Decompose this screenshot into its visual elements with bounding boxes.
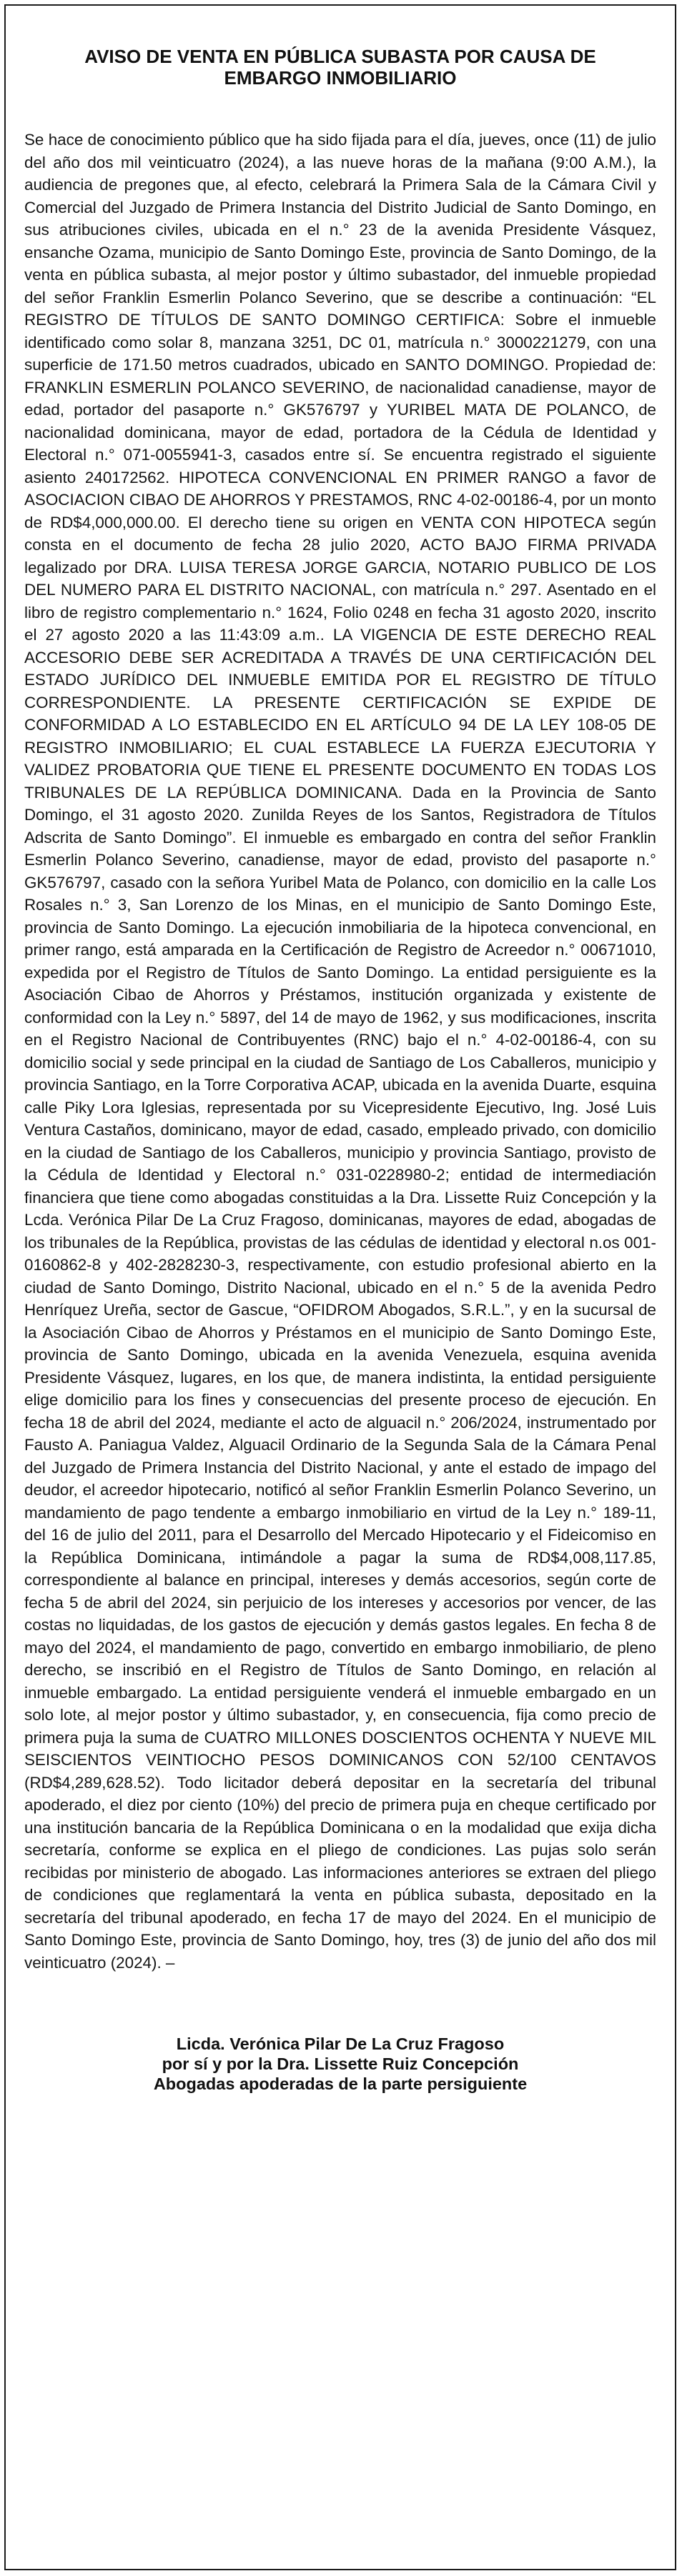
notice-title: AVISO DE VENTA EN PÚBLICA SUBASTA POR CAUSA DE EMBARGO INMOBILIARIO bbox=[84, 46, 596, 89]
legal-notice bbox=[4, 4, 676, 2570]
signature-role: Abogadas apoderadas de la parte persiguiente bbox=[153, 2075, 528, 2093]
signature-block bbox=[49, 2034, 632, 2094]
signature-name: Licda. Verónica Pilar De La Cruz Fragoso bbox=[176, 2035, 505, 2053]
signature-cosigner: por sí y por la Dra. Lissette Ruiz Concepción bbox=[162, 2055, 519, 2073]
notice-body: Se hace de conocimiento público que ha sido fijada para el día, jueves, once (11) de julio del año dos mil veinticuatro (2024), a las nueve horas de la mañana (9:00 A.M.), la audiencia de pregones que, al efecto, celebrará la Primera Sala de la Cámara Civil y Comercial del Juzgado de Primera Instancia del Distrito Judicial de Santo Domingo, en sus atribuciones civiles, ubicada en el n.° 23 de la avenida Presidente Vásquez, ensanche Ozama, municipio de Santo Domingo Este, provincia de Santo Domingo, de la venta en pública subasta, al mejor postor y último subastador, del inmueble propiedad del señor Franklin Esmerlin Polanco Severino, que se describe a continuación: “EL REGISTRO DE TÍTULOS DE SANTO DOMINGO CERTIFICA: Sobre el inmueble identificado como solar 8, manzana 3251, DC 01, matrícula n.° 3000221279, con una superficie de 171.50 metros cuadrados, ubicado en SANTO DOMINGO. Propiedad de: FRANKLIN ESMERLIN POLANCO SEVERINO, de nacionalidad canadiense, mayor de edad, portador del pasaporte n.° GK576797 y YURIBEL MATA DE POLANCO, de nacionalidad dominicana, mayor de edad, portadora de la Cédula de Identidad y Electoral n.° 071-0055941-3, casados entre sí. Se encuentra registrado el siguiente asiento 240172562. HIPOTECA CONVENCIONAL EN PRIMER RANGO a favor de ASOCIACION CIBAO DE AHORROS Y PRESTAMOS, RNC 4-02-00186-4, por un monto de RD$4,000,000.00. El derecho tiene su origen en VENTA CON HIPOTECA según consta en el documento de fecha 28 julio 2020, ACTO BAJO FIRMA PRIVADA legalizado por DRA. LUISA TERESA JORGE GARCIA, NOTARIO PUBLICO DE LOS DEL NUMERO PARA EL DISTRITO NACIONAL, con matrícula n.° 297. Asentado en el libro de registro complementario n.° 1624, Folio 0248 en fecha 31 agosto 2020, inscrito el 27 agosto 2020 a las 11:43:09 a.m.. LA VIGENCIA DE ESTE DERECHO REAL ACCESORIO DEBE SER ACREDITADA A TRAVÉS DE UNA CERTIFICACIÓN DEL ESTADO JURÍDICO DEL INMUEBLE EMITIDA POR EL REGISTRO DE TÍTULO CORRESPONDIENTE. LA PRESENTE CERTIFICACIÓN SE EXPIDE DE CONFORMIDAD A LO ESTABLECIDO EN EL ARTÍCULO 94 DE LA LEY 108-05 DE REGISTRO INMOBILIARIO; EL CUAL ESTABLECE LA FUERZA EJECUTORIA Y VALIDEZ PROBATORIA QUE TIENE EL PRESENTE DOCUMENTO EN TODAS LOS TRIBUNALES DE LA REPÚBLICA DOMINICANA. Dada en la Provincia de Santo Domingo, el 31 agosto 2020. Zunilda Reyes de los Santos, Registradora de Títulos Adscrita de Santo Domingo”. El inmueble es embargado en contra del señor Franklin Esmerlin Polanco Severino, canadiense, mayor de edad, provisto del pasaporte n.° GK576797, casado con la señora Yuribel Mata de Polanco, con domicilio en la calle Los Rosales n.° 3, San Lorenzo de los Minas, en el municipio de Santo Domingo Este, provincia de Santo Domingo. La ejecución inmobiliaria de la hipoteca convencional, en primer rango, está amparada en la Certificación de Registro de Acreedor n.° 00671010, expedida por el Registro de Títulos de Santo Domingo. La entidad persiguiente es la Asociación Cibao de Ahorros y Préstamos, institución organizada y existente de conformidad con la Ley n.° 5897, del 14 de mayo de 1962, y sus modificaciones, inscrita en el Registro Nacional de Contribuyentes (RNC) bajo el n.° 4-02-00186-4, con su domicilio social y sede principal en la ciudad de Santiago de Los Caballeros, municipio y provincia Santiago, en la Torre Corporativa ACAP, ubicada en la avenida Duarte, esquina calle Piky Lora Iglesias, representada por su Vicepresidente Ejecutivo, Ing. José Luis Ventura Castaños, dominicano, mayor de edad, casado, empleado privado, con domicilio en la ciudad de Santiago de los Caballeros, municipio y provincia Santiago, provisto de la Cédula de Identidad y Electoral n.° 031-0228980-2; entidad de intermediación financiera que tiene como abogadas constituidas a la Dra. Lissette Ruiz Concepción y la Lcda. Verónica Pilar De La Cruz Fragoso, dominicanas, mayores de edad, abogadas de los tribunales de la República, provistas de las cédulas de identidad y electoral n.os 001-0160862-8 y 402-2828230-3, respectivamente, con estudio profesional abierto en la ciudad de Santo Domingo, Distrito Nacional, ubicado en el n.° 5 de la avenida Pedro Henríquez Ureña, sector de Gascue, “OFIDROM Abogados, S.R.L.”, y en la sucursal de la Asociación Cibao de Ahorros y Préstamos en el municipio de Santo Domingo Este, provincia de Santo Domingo, ubicada en la avenida Venezuela, esquina avenida Presidente Vásquez, lugares, en los que, de manera indistinta, la entidad persiguiente elige domicilio para los fines y consecuencias del presente proceso de ejecución. En fecha 18 de abril del 2024, mediante el acto de alguacil n.° 206/2024, instrumentado por Fausto A. Paniagua Valdez, Alguacil Ordinario de la Segunda Sala de la Cámara Penal del Juzgado de Primera Instancia del Distrito Nacional, y ante el estado de impago del deudor, el acreedor hipotecario, notificó al señor Franklin Esmerlin Polanco Severino, un mandamiento de pago tendente a embargo inmobiliario en virtud de la Ley n.° 189-11, del 16 de julio del 2011, para el Desarrollo del Mercado Hipotecario y el Fideicomiso en la República Dominicana, intimándole a pagar la suma de RD$4,008,117.85, correspondiente al balance en principal, intereses y demás accesorios, según corte de fecha 5 de abril del 2024, sin perjuicio de los intereses y accesorios por vencer, de las costas no liquidadas, de los gastos de ejecución y demás gastos legales. En fecha 8 de mayo del 2024, el mandamiento de pago, convertido en embargo inmobiliario, de pleno derecho, se inscribió en el Registro de Títulos de Santo Domingo, en relación al inmueble embargado. La entidad persiguiente venderá el inmueble embargado en un solo lote, al mejor postor y último subastador, y, en consecuencia, fija como precio de primera puja la suma de CUATRO MILLONES DOSCIENTOS OCHENTA Y NUEVE MIL SEISCIENTOS VEINTIOCHO PESOS DOMINICANOS CON 52/100 CENTAVOS (RD$4,289,628.52). Todo licitador deberá depositar en la secretaría del tribunal apoderado, el diez por ciento (10%) del precio de primera puja en cheque certificado por una institución bancaria de la República Dominicana o en la modalidad que exija dicha secretaría, conforme se explica en el pliego de condiciones. Las pujas solo serán recibidas por ministerio de abogado. Las informaciones anteriores se extraen del pliego de condiciones que reglamentará la venta en pública subasta, depositado en la secretaría del tribunal apoderado, en fecha 17 de mayo del 2024. En el municipio de Santo Domingo Este, provincia de Santo Domingo, hoy, tres (3) de junio del año dos mil veinticuatro (2024). – bbox=[24, 131, 656, 1972]
